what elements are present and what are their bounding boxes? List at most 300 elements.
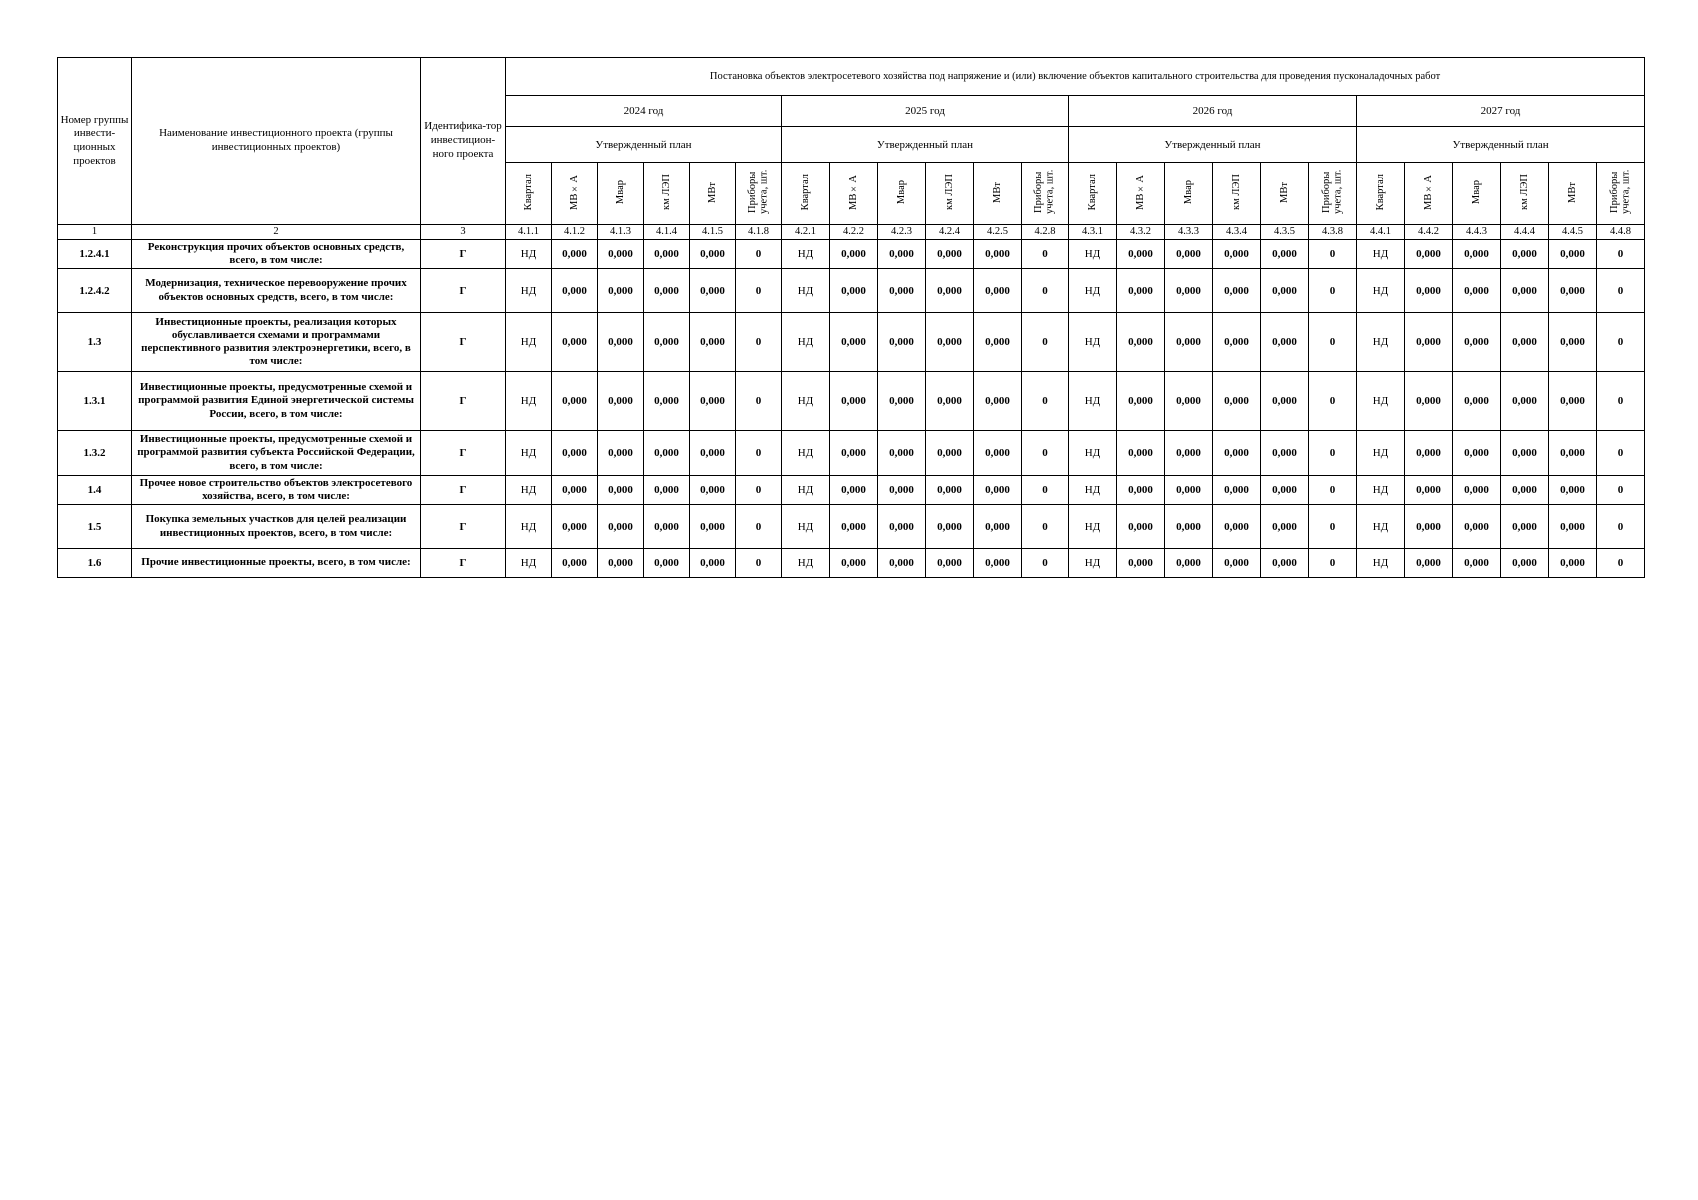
row-value: 0	[1309, 313, 1357, 372]
row-value: НД	[506, 313, 552, 372]
header-unit	[1165, 163, 1213, 225]
header-unit-label: км ЛЭП	[943, 173, 955, 210]
row-value: 0,000	[926, 269, 974, 313]
row-value: 0	[1597, 505, 1645, 549]
row-value: НД	[782, 549, 830, 578]
row-value: 0,000	[1501, 269, 1549, 313]
row-value: 0,000	[830, 372, 878, 431]
row-value: 0,000	[1165, 372, 1213, 431]
row-value: 0,000	[598, 505, 644, 549]
row-value: 0,000	[878, 269, 926, 313]
row-value: НД	[506, 431, 552, 476]
row-value: 0,000	[830, 269, 878, 313]
header-unit	[830, 163, 878, 225]
row-value: НД	[1357, 476, 1405, 505]
row-project-id: Г	[421, 476, 506, 505]
row-value: 0,000	[598, 431, 644, 476]
row-project-name: Модернизация, техническое перевооружение прочих объектов основных средств, всего, в том числе:	[132, 269, 421, 313]
column-number: 4.1.3	[598, 225, 644, 240]
row-value: 0,000	[1213, 505, 1261, 549]
row-value: 0	[1309, 476, 1357, 505]
header-unit	[926, 163, 974, 225]
row-value: 0	[1022, 505, 1069, 549]
header-unit-label: Мвар	[614, 179, 626, 205]
column-number: 4.2.5	[974, 225, 1022, 240]
header-unit-label: Приборы учета, шт.	[1608, 169, 1632, 215]
row-value: 0,000	[926, 372, 974, 431]
row-value: НД	[1357, 269, 1405, 313]
row-value: 0,000	[878, 505, 926, 549]
row-value: 0,000	[1117, 269, 1165, 313]
row-value: 0,000	[1405, 372, 1453, 431]
row-value: НД	[1357, 372, 1405, 431]
row-group-number: 1.3.1	[58, 372, 132, 431]
row-value: 0,000	[690, 372, 736, 431]
row-value: 0	[1597, 476, 1645, 505]
header-unit	[736, 163, 782, 225]
row-value: 0	[736, 549, 782, 578]
header-plan: Утвержденный план	[506, 127, 782, 163]
row-value: 0,000	[878, 431, 926, 476]
row-value: 0,000	[1405, 431, 1453, 476]
row-project-id: Г	[421, 269, 506, 313]
header-unit-label: Квартал	[799, 173, 811, 211]
table-row	[58, 372, 1645, 431]
row-value: 0,000	[1549, 269, 1597, 313]
row-value: НД	[782, 476, 830, 505]
column-number: 1	[58, 225, 132, 240]
row-value: 0,000	[1501, 372, 1549, 431]
row-value: 0,000	[1117, 372, 1165, 431]
row-value: 0,000	[1261, 549, 1309, 578]
row-value: НД	[782, 269, 830, 313]
header-unit	[974, 163, 1022, 225]
row-value: 0,000	[1117, 549, 1165, 578]
header-year: 2027 год	[1357, 96, 1645, 127]
table-row	[58, 476, 1645, 505]
row-value: НД	[1069, 505, 1117, 549]
row-value: НД	[782, 505, 830, 549]
column-number: 4.1.1	[506, 225, 552, 240]
row-value: 0	[736, 313, 782, 372]
header-unit	[1069, 163, 1117, 225]
row-value: 0,000	[598, 240, 644, 269]
row-value: 0,000	[830, 313, 878, 372]
row-value: НД	[506, 549, 552, 578]
row-value: НД	[506, 372, 552, 431]
row-value: 0,000	[830, 240, 878, 269]
header-unit-label: МВ×А	[568, 174, 580, 210]
row-value: 0,000	[974, 313, 1022, 372]
row-value: 0,000	[644, 240, 690, 269]
row-value: 0,000	[830, 431, 878, 476]
header-unit-label: МВт	[706, 181, 718, 203]
row-value: 0,000	[552, 549, 598, 578]
row-value: 0,000	[690, 505, 736, 549]
header-unit	[506, 163, 552, 225]
row-value: 0,000	[690, 240, 736, 269]
row-value: 0,000	[1549, 372, 1597, 431]
row-group-number: 1.5	[58, 505, 132, 549]
row-value: 0	[1309, 372, 1357, 431]
header-unit-label: Мвар	[895, 179, 907, 205]
header-plan: Утвержденный план	[1357, 127, 1645, 163]
row-project-id: Г	[421, 240, 506, 269]
header-unit	[1261, 163, 1309, 225]
column-number: 4.2.1	[782, 225, 830, 240]
header-unit-label: Квартал	[1086, 173, 1098, 211]
column-number: 4.3.5	[1261, 225, 1309, 240]
row-value: 0,000	[1405, 476, 1453, 505]
column-number: 4.2.8	[1022, 225, 1069, 240]
row-value: 0	[1597, 431, 1645, 476]
header-plan: Утвержденный план	[782, 127, 1069, 163]
row-value: 0,000	[974, 372, 1022, 431]
column-number: 4.2.3	[878, 225, 926, 240]
row-value: 0,000	[1165, 476, 1213, 505]
row-value: 0	[1309, 431, 1357, 476]
row-project-name: Инвестиционные проекты, реализация которых обуславливается схемами и программами перспективного развития электроэнергетики, всего, в том числе:	[132, 313, 421, 372]
row-project-name: Покупка земельных участков для целей реализации инвестиционных проектов, всего, в том числе:	[132, 505, 421, 549]
row-value: 0,000	[552, 476, 598, 505]
table-row	[58, 240, 1645, 269]
row-group-number: 1.2.4.1	[58, 240, 132, 269]
row-value: НД	[782, 372, 830, 431]
header-unit	[1453, 163, 1501, 225]
row-project-name: Прочие инвестиционные проекты, всего, в том числе:	[132, 549, 421, 578]
table-row	[58, 505, 1645, 549]
row-value: 0,000	[974, 431, 1022, 476]
row-value: 0,000	[644, 476, 690, 505]
row-value: 0,000	[552, 313, 598, 372]
row-value: НД	[1357, 549, 1405, 578]
row-value: 0	[1022, 269, 1069, 313]
header-unit-label: км ЛЭП	[660, 173, 672, 210]
row-value: 0,000	[926, 431, 974, 476]
row-value: 0,000	[690, 476, 736, 505]
row-project-name: Инвестиционные проекты, предусмотренные схемой и программой развития субъекта Российской Федерации, всего, в том числе:	[132, 431, 421, 476]
row-value: 0,000	[1261, 431, 1309, 476]
row-value: 0,000	[926, 476, 974, 505]
row-value: 0,000	[1165, 313, 1213, 372]
header-unit-label: МВт	[991, 181, 1003, 203]
row-value: 0,000	[1501, 431, 1549, 476]
row-value: НД	[506, 476, 552, 505]
row-value: 0,000	[598, 372, 644, 431]
row-value: 0,000	[1405, 549, 1453, 578]
row-value: 0,000	[1213, 269, 1261, 313]
header-main-title: Постановка объектов электросетевого хозяйства под напряжение и (или) включение объектов капитального строительства для проведения пусконаладочных работ	[506, 58, 1645, 96]
row-value: 0	[1309, 505, 1357, 549]
row-value: 0	[1597, 549, 1645, 578]
row-value: 0,000	[598, 549, 644, 578]
header-unit	[1405, 163, 1453, 225]
row-value: 0	[1022, 372, 1069, 431]
row-group-number: 1.6	[58, 549, 132, 578]
row-value: НД	[1357, 240, 1405, 269]
table-body	[58, 225, 1645, 578]
header-unit-label: км ЛЭП	[1518, 173, 1530, 210]
row-value: 0,000	[974, 269, 1022, 313]
row-value: 0	[736, 505, 782, 549]
row-value: 0,000	[830, 549, 878, 578]
row-value: НД	[1069, 240, 1117, 269]
document-sheet	[57, 57, 1645, 578]
column-number: 4.2.2	[830, 225, 878, 240]
row-value: НД	[1357, 313, 1405, 372]
row-value: 0,000	[974, 505, 1022, 549]
row-value: 0,000	[878, 372, 926, 431]
row-value: 0,000	[598, 476, 644, 505]
row-value: НД	[1069, 476, 1117, 505]
row-value: 0,000	[1261, 269, 1309, 313]
header-unit	[1213, 163, 1261, 225]
row-value: НД	[1069, 372, 1117, 431]
column-number: 4.1.4	[644, 225, 690, 240]
column-number: 4.1.2	[552, 225, 598, 240]
row-value: 0,000	[974, 476, 1022, 505]
row-value: 0,000	[1453, 505, 1501, 549]
row-group-number: 1.2.4.2	[58, 269, 132, 313]
row-value: 0	[1309, 269, 1357, 313]
row-value: 0,000	[1405, 240, 1453, 269]
row-value: 0	[736, 240, 782, 269]
header-unit-label: Мвар	[1182, 179, 1194, 205]
row-value: 0,000	[644, 505, 690, 549]
header-unit-label: МВ×А	[1422, 174, 1434, 210]
row-value: 0,000	[1213, 431, 1261, 476]
row-value: 0,000	[644, 431, 690, 476]
row-value: 0,000	[1501, 505, 1549, 549]
row-value: 0	[1597, 313, 1645, 372]
row-value: НД	[506, 505, 552, 549]
row-value: 0,000	[644, 372, 690, 431]
row-value: 0,000	[1261, 313, 1309, 372]
investment-table	[57, 57, 1645, 578]
header-unit-label: МВт	[1278, 181, 1290, 203]
column-number: 4.3.8	[1309, 225, 1357, 240]
header-unit	[690, 163, 736, 225]
row-value: 0,000	[690, 549, 736, 578]
row-value: 0	[1022, 431, 1069, 476]
header-plan: Утвержденный план	[1069, 127, 1357, 163]
row-value: 0,000	[878, 476, 926, 505]
row-value: 0,000	[1165, 505, 1213, 549]
column-number: 4.3.2	[1117, 225, 1165, 240]
row-value: 0,000	[974, 549, 1022, 578]
row-value: 0,000	[1453, 476, 1501, 505]
row-value: 0	[1597, 269, 1645, 313]
header-unit-label: Квартал	[522, 173, 534, 211]
header-unit-label: Мвар	[1470, 179, 1482, 205]
row-value: 0	[1309, 240, 1357, 269]
column-number: 4.4.3	[1453, 225, 1501, 240]
column-number: 4.1.8	[736, 225, 782, 240]
header-unit-label: МВ×А	[847, 174, 859, 210]
row-value: 0,000	[1165, 431, 1213, 476]
column-number: 4.3.4	[1213, 225, 1261, 240]
row-value: 0,000	[1117, 431, 1165, 476]
row-value: НД	[1069, 269, 1117, 313]
row-value: 0,000	[1453, 431, 1501, 476]
row-value: 0,000	[1405, 505, 1453, 549]
row-project-id: Г	[421, 549, 506, 578]
header-unit-label: Приборы учета, шт.	[1033, 169, 1056, 215]
row-value: 0,000	[1117, 476, 1165, 505]
row-project-name: Прочее новое строительство объектов электросетевого хозяйства, всего, в том числе:	[132, 476, 421, 505]
header-project-name: Наименование инвестиционного проекта (группы инвестиционных проектов)	[132, 58, 421, 225]
row-value: 0,000	[690, 431, 736, 476]
row-value: 0,000	[1213, 372, 1261, 431]
row-value: 0,000	[1453, 269, 1501, 313]
row-value: 0,000	[1549, 431, 1597, 476]
row-value: 0,000	[926, 313, 974, 372]
row-project-id: Г	[421, 313, 506, 372]
row-value: 0,000	[1165, 269, 1213, 313]
row-value: НД	[782, 240, 830, 269]
row-value: 0	[736, 372, 782, 431]
row-group-number: 1.4	[58, 476, 132, 505]
row-value: 0,000	[1261, 240, 1309, 269]
header-unit-label: Приборы учета, шт.	[1320, 169, 1344, 215]
header-year: 2026 год	[1069, 96, 1357, 127]
row-value: 0,000	[878, 549, 926, 578]
row-value: 0,000	[926, 549, 974, 578]
row-value: 0,000	[1549, 505, 1597, 549]
header-project-id: Идентифика-тор инвестицион-ного проекта	[421, 58, 506, 225]
column-number: 4.1.5	[690, 225, 736, 240]
row-value: 0,000	[1501, 240, 1549, 269]
header-unit-label: МВ×А	[1134, 174, 1146, 210]
row-value: 0,000	[1501, 549, 1549, 578]
row-value: 0	[1022, 313, 1069, 372]
header-unit	[782, 163, 830, 225]
row-value: 0,000	[1405, 269, 1453, 313]
row-value: 0,000	[1213, 549, 1261, 578]
column-number: 4.3.3	[1165, 225, 1213, 240]
row-value: 0,000	[1165, 240, 1213, 269]
row-value: 0,000	[552, 372, 598, 431]
row-value: НД	[1357, 505, 1405, 549]
row-value: 0,000	[1549, 476, 1597, 505]
row-value: НД	[506, 269, 552, 313]
table-row	[58, 431, 1645, 476]
row-project-name: Инвестиционные проекты, предусмотренные схемой и программой развития Единой энергетической системы России, всего, в том числе:	[132, 372, 421, 431]
header-unit	[1022, 163, 1069, 225]
header-unit-label: МВт	[1566, 181, 1578, 203]
row-value: 0,000	[1117, 313, 1165, 372]
row-value: 0,000	[1549, 240, 1597, 269]
row-value: 0,000	[926, 505, 974, 549]
row-value: 0,000	[1549, 549, 1597, 578]
row-value: 0,000	[1501, 313, 1549, 372]
row-value: 0	[736, 476, 782, 505]
header-unit	[1597, 163, 1645, 225]
row-value: 0	[736, 431, 782, 476]
row-value: НД	[506, 240, 552, 269]
row-value: 0,000	[926, 240, 974, 269]
row-value: 0,000	[1501, 476, 1549, 505]
column-number: 4.3.1	[1069, 225, 1117, 240]
row-value: 0,000	[878, 240, 926, 269]
row-value: 0,000	[552, 240, 598, 269]
header-unit	[1357, 163, 1405, 225]
row-value: 0,000	[644, 549, 690, 578]
row-project-id: Г	[421, 372, 506, 431]
header-unit	[1117, 163, 1165, 225]
column-number: 4.2.4	[926, 225, 974, 240]
row-value: НД	[782, 431, 830, 476]
header-unit	[644, 163, 690, 225]
row-value: 0	[1597, 240, 1645, 269]
row-value: НД	[1069, 549, 1117, 578]
column-number: 4.4.2	[1405, 225, 1453, 240]
row-value: 0,000	[1453, 372, 1501, 431]
header-unit	[1501, 163, 1549, 225]
row-value: 0,000	[644, 269, 690, 313]
table-row	[58, 549, 1645, 578]
row-group-number: 1.3.2	[58, 431, 132, 476]
column-number: 4.4.8	[1597, 225, 1645, 240]
row-value: 0,000	[1453, 549, 1501, 578]
row-value: 0,000	[1261, 476, 1309, 505]
column-number: 2	[132, 225, 421, 240]
row-value: 0,000	[878, 313, 926, 372]
header-year: 2025 год	[782, 96, 1069, 127]
row-value: НД	[1069, 313, 1117, 372]
column-number: 4.4.4	[1501, 225, 1549, 240]
column-number-row	[58, 225, 1645, 240]
table-row	[58, 269, 1645, 313]
row-value: 0,000	[552, 505, 598, 549]
row-value: НД	[1069, 431, 1117, 476]
header-unit	[878, 163, 926, 225]
row-value: 0	[1597, 372, 1645, 431]
header-unit-label: Приборы учета, шт.	[746, 169, 770, 215]
row-project-name: Реконструкция прочих объектов основных средств, всего, в том числе:	[132, 240, 421, 269]
row-value: 0,000	[1405, 313, 1453, 372]
row-value: 0,000	[690, 269, 736, 313]
row-value: 0,000	[598, 313, 644, 372]
row-value: 0,000	[1261, 505, 1309, 549]
row-value: 0,000	[644, 313, 690, 372]
header-group-number: Номер группы инвести-ционных проектов	[58, 58, 132, 225]
row-project-id: Г	[421, 431, 506, 476]
table-row	[58, 313, 1645, 372]
row-value: 0,000	[830, 476, 878, 505]
row-value: 0	[1022, 476, 1069, 505]
row-value: 0,000	[552, 431, 598, 476]
row-value: 0,000	[690, 313, 736, 372]
row-value: 0	[1309, 549, 1357, 578]
row-value: 0,000	[1261, 372, 1309, 431]
row-value: 0	[1022, 549, 1069, 578]
row-value: 0,000	[1453, 240, 1501, 269]
row-project-id: Г	[421, 505, 506, 549]
header-unit	[552, 163, 598, 225]
row-value: НД	[1357, 431, 1405, 476]
column-number: 4.4.1	[1357, 225, 1405, 240]
row-value: 0,000	[1213, 476, 1261, 505]
row-value: 0	[736, 269, 782, 313]
row-value: 0,000	[974, 240, 1022, 269]
header-unit-label: Квартал	[1374, 173, 1386, 211]
row-value: 0,000	[1549, 313, 1597, 372]
row-value: 0	[1022, 240, 1069, 269]
row-value: 0,000	[1453, 313, 1501, 372]
row-value: 0,000	[1117, 240, 1165, 269]
header-unit	[1309, 163, 1357, 225]
